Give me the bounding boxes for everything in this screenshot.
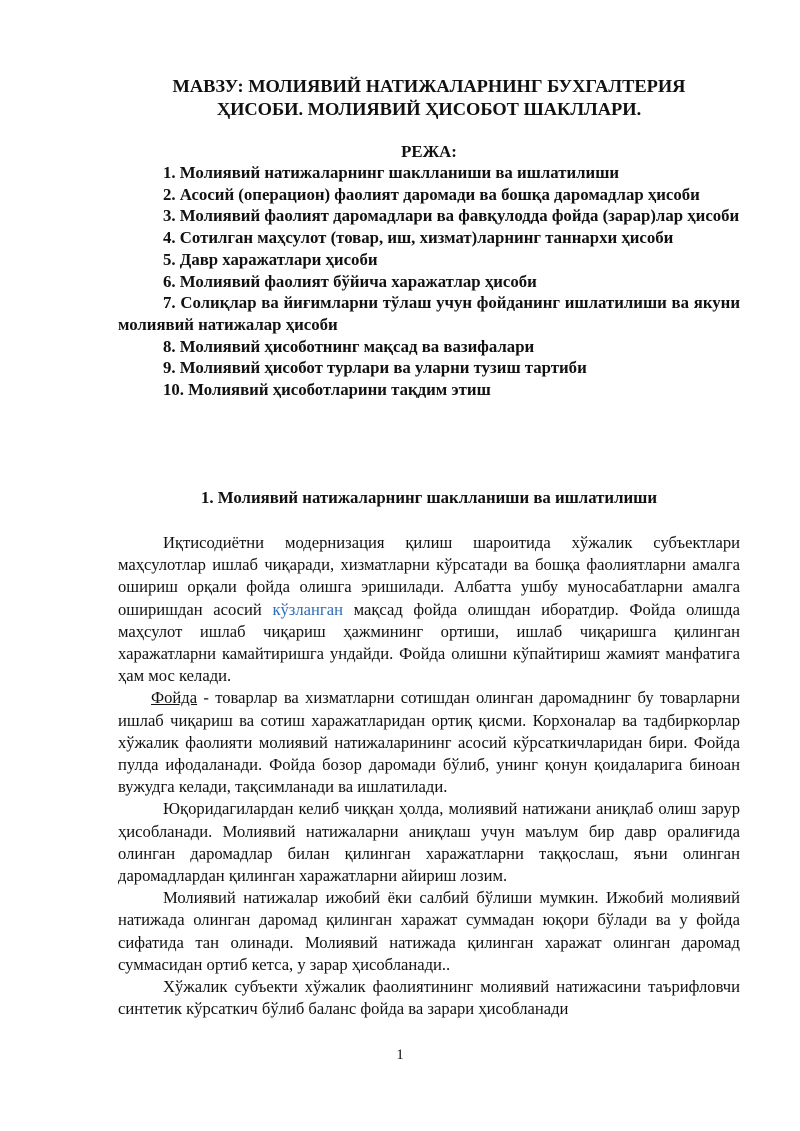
plan-item: 10. Молиявий ҳисоботларини тақдим этиш xyxy=(163,380,491,400)
plan-item: 2. Асосий (операцион) фаолият даромади ва бошқа даромадлар ҳисоби xyxy=(163,184,700,204)
paragraph: Юқоридагилардан келиб чиққан ҳолда, молиявий натижани аниқлаб олиш зарур ҳисобланади. Молиявий натижаларни аниқлаш учун маълум бир давр оралиғида олинган даромадлар билан қилинган харажатларни таққослаш, яъни олинган даромадлардан қилинган харажатларни айириш лозим. xyxy=(118,799,740,886)
plan-item: 9. Молиявий ҳисобот турлари ва уларни тузиш тартиби xyxy=(163,358,587,378)
plan-item: 1. Молиявий натижаларнинг шаклланиши ва ишлатилиши xyxy=(163,163,620,182)
plan-item: 5. Давр харажатлари ҳисоби xyxy=(163,249,378,269)
defined-term: Фойда xyxy=(151,688,198,708)
plan-item: 8. Молиявий ҳисоботнинг мақсад ва вазифалари xyxy=(163,336,535,356)
plan-item: 7. Солиқлар ва йиғимларни тўлаш учун фойданинг ишлатилиши ва якуни молиявий натижалар ҳисоби xyxy=(118,293,740,334)
plan-heading: РЕЖА: xyxy=(401,142,457,161)
title-line-1: МАВЗУ: МОЛИЯВИЙ НАТИЖАЛАРНИНГ БУХГАЛТЕРИЯ xyxy=(172,76,686,96)
paragraph-text: - товарлар ва хизматларни сотишдан олинган даромаднинг бу товарларни ишлаб чиқариш ва сотиш харажатларидан ортиқ қисми. Корхоналар ва тадбиркорлар хўжалик фаолияти молиявий натижаларининг асосий кўрсаткичларидан бири. Фойда пулда ифодаланади. Фойда бозор даромади бўлиб, унинг қонун қоидаларига биноан вужудга келади, тақсимланади ва ишлатилади. xyxy=(118,688,740,797)
paragraph-text: мақсад фойда олишдан иборатдир. Фойда олишда маҳсулот ишлаб чиқариш ҳажмининг ортиши, ишлаб чиқаришга қилинган харажатларни камайтиришга ундайди. Фойда олишни кўпайтириш жамият манфатига ҳам мос келади. xyxy=(118,599,740,686)
title-line-2: ҲИСОБИ. МОЛИЯВИЙ ҲИСОБОТ ШАКЛЛАРИ. xyxy=(216,99,642,119)
hyperlink[interactable]: кўзланган xyxy=(272,599,343,619)
plan-list xyxy=(118,162,740,401)
body-text xyxy=(118,532,740,1020)
paragraph xyxy=(118,687,740,798)
plan-item: 6. Молиявий фаолият бўйича харажатлар ҳисоби xyxy=(163,271,537,291)
document-title xyxy=(118,75,740,121)
paragraph xyxy=(118,532,740,687)
section-heading: 1. Молиявий натижаларнинг шаклланиши ва ишлатилиши xyxy=(200,488,658,507)
paragraph: Хўжалик субъекти хўжалик фаолиятининг молиявий натижасини таърифловчи синтетик кўрсаткич бўлиб баланс фойда ва зарари ҳисобланади xyxy=(118,977,740,1019)
page-number: 1 xyxy=(396,1047,404,1063)
plan-item: 4. Сотилган маҳсулот (товар, иш, хизмат)ларнинг таннархи ҳисоби xyxy=(163,228,674,248)
paragraph-text: Иқтисодиётни модернизация қилиш шароитида хўжалик субъектлари маҳсулотлар ишлаб чиқаради, хизматларни кўрсатади ва бошқа фаолиятларни амалга ошириш орқали фойда олишга эришилади. Албатта ушбу муносабатларни амалга оширишдан асосий xyxy=(118,533,740,619)
plan-item: 3. Молиявий фаолият даромадлари ва фавқулодда фойда (зарар)лар ҳисоби xyxy=(163,206,740,226)
paragraph: Молиявий натижалар ижобий ёки салбий бўлиши мумкин. Ижобий молиявий натижада олинган даромад қилинган харажат суммадан юқори бўлади ва у фойда сифатида тан олинади. Молиявий натижада қилинган харажат олинган даромад суммасидан ортиб кетса, у зарар ҳисобланади.. xyxy=(118,888,740,974)
